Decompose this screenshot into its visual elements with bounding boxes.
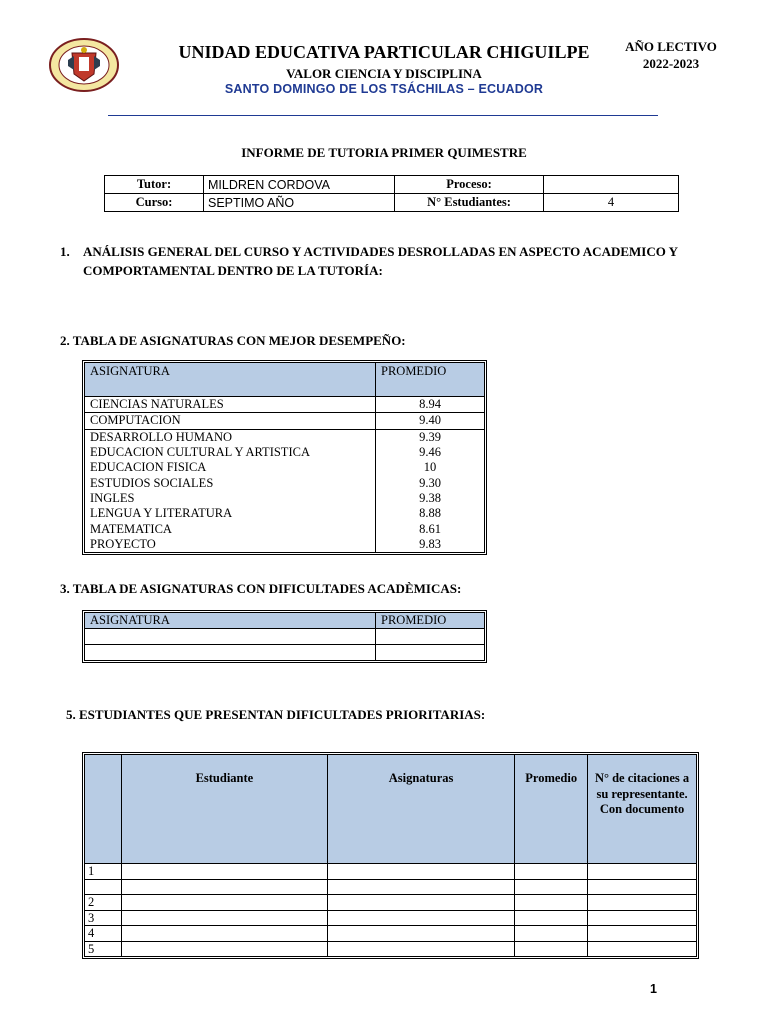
table-row <box>85 521 485 536</box>
citations-cell <box>588 910 697 926</box>
average-cell: 9.83 <box>376 537 485 553</box>
citations-cell <box>588 864 697 880</box>
section-1-number: 1. <box>60 244 70 259</box>
col-number-header <box>85 755 122 864</box>
row-number <box>85 879 122 895</box>
col-subject-header: ASIGNATURA <box>85 613 376 629</box>
student-cell <box>121 926 327 942</box>
row-number: 5 <box>85 941 122 957</box>
table-row <box>85 941 697 957</box>
table-row <box>85 460 485 475</box>
average-cell: 8.88 <box>376 506 485 521</box>
tutor-value: MILDREN CORDOVA <box>204 176 395 194</box>
school-logo <box>48 38 120 92</box>
subject-cell: INGLES <box>85 491 376 506</box>
section-5-heading: 5. ESTUDIANTES QUE PRESENTAN DIFICULTADES PRIORITARIAS: <box>66 707 486 722</box>
citations-cell <box>588 941 697 957</box>
school-location: SANTO DOMINGO DE LOS TSÁCHILAS – ECUADOR <box>224 82 544 96</box>
average-cell: 10 <box>376 460 485 475</box>
subject-cell: CIENCIAS NATURALES <box>85 397 376 413</box>
year-label: AÑO LECTIVO <box>625 39 717 54</box>
subject-cell <box>85 629 376 645</box>
col-average-header: Promedio <box>515 755 588 864</box>
student-cell <box>121 941 327 957</box>
subject-cell: MATEMATICA <box>85 521 376 536</box>
table-header-row <box>85 613 485 629</box>
subjects-cell <box>327 864 514 880</box>
average-cell: 8.94 <box>376 397 485 413</box>
subjects-cell <box>327 910 514 926</box>
average-cell <box>515 941 588 957</box>
section-3-heading: 3. TABLA DE ASIGNATURAS CON DIFICULTADES ACADÈMICAS: <box>60 581 462 596</box>
average-cell <box>376 645 485 661</box>
info-row <box>105 176 679 194</box>
average-cell <box>515 879 588 895</box>
col-average-header: PROMEDIO <box>376 363 485 397</box>
average-cell: 9.46 <box>376 445 485 460</box>
average-cell: 9.38 <box>376 491 485 506</box>
table-row <box>85 879 697 895</box>
school-name: UNIDAD EDUCATIVA PARTICULAR CHIGUILPE <box>178 42 590 62</box>
estudiantes-label: N° Estudiantes: <box>395 194 544 212</box>
subjects-cell <box>327 895 514 911</box>
subject-cell <box>85 645 376 661</box>
table-row <box>85 645 485 661</box>
student-cell <box>121 879 327 895</box>
subject-cell: EDUCACION FISICA <box>85 460 376 475</box>
table-row <box>85 506 485 521</box>
row-number: 3 <box>85 910 122 926</box>
school-motto: VALOR CIENCIA Y DISCIPLINA <box>286 66 482 81</box>
student-cell <box>121 895 327 911</box>
average-cell <box>515 926 588 942</box>
table-row <box>85 926 697 942</box>
row-number: 2 <box>85 895 122 911</box>
table-row <box>85 475 485 490</box>
table-row <box>85 629 485 645</box>
table-row <box>85 910 697 926</box>
report-title: INFORME DE TUTORIA PRIMER QUIMESTRE <box>241 145 527 160</box>
average-cell <box>376 629 485 645</box>
student-cell <box>121 910 327 926</box>
header-divider <box>108 115 658 116</box>
subject-cell: DESARROLLO HUMANO <box>85 429 376 445</box>
page-number: 1 <box>650 982 657 996</box>
subject-cell: COMPUTACION <box>85 413 376 429</box>
table-row <box>85 413 485 429</box>
row-number: 1 <box>85 864 122 880</box>
citations-cell <box>588 895 697 911</box>
tutor-label: Tutor: <box>105 176 204 194</box>
subjects-cell <box>327 926 514 942</box>
table-row <box>85 397 485 413</box>
students-table <box>84 754 697 957</box>
section-1-text: ANÁLISIS GENERAL DEL CURSO Y ACTIVIDADES DESROLLADAS EN ASPECTO ACADEMICO Y COMPORTAMENTAL DENTRO DE LA TUTORÍA: <box>83 244 678 278</box>
average-cell <box>515 864 588 880</box>
table-row <box>85 445 485 460</box>
student-cell <box>121 864 327 880</box>
proceso-label: Proceso: <box>395 176 544 194</box>
subject-cell: ESTUDIOS SOCIALES <box>85 475 376 490</box>
subject-cell: EDUCACION CULTURAL Y ARTISTICA <box>85 445 376 460</box>
col-student-header: Estudiante <box>121 755 327 864</box>
curso-value: SEPTIMO AÑO <box>204 194 395 212</box>
col-subjects-header: Asignaturas <box>327 755 514 864</box>
average-cell: 9.39 <box>376 429 485 445</box>
average-cell: 9.30 <box>376 475 485 490</box>
table-header-row <box>85 363 485 397</box>
average-cell: 8.61 <box>376 521 485 536</box>
curso-label: Curso: <box>105 194 204 212</box>
info-row <box>105 194 679 212</box>
best-subjects-table <box>84 362 485 553</box>
info-table <box>104 175 679 212</box>
section-2-heading: 2. TABLA DE ASIGNATURAS CON MEJOR DESEMPEÑO: <box>60 333 406 348</box>
col-average-header: PROMEDIO <box>376 613 485 629</box>
table-row <box>85 429 485 445</box>
citations-cell <box>588 879 697 895</box>
subjects-cell <box>327 941 514 957</box>
estudiantes-value: 4 <box>544 194 679 212</box>
citations-cell <box>588 926 697 942</box>
difficult-subjects-table <box>84 612 485 661</box>
subject-cell: LENGUA Y LITERATURA <box>85 506 376 521</box>
average-cell <box>515 895 588 911</box>
section-1-heading <box>60 242 700 280</box>
subjects-cell <box>327 879 514 895</box>
col-citations-header: N° de citaciones a su representante. Con documento <box>588 755 697 864</box>
proceso-value <box>544 176 679 194</box>
table-header-row <box>85 755 697 864</box>
table-row <box>85 895 697 911</box>
year-value: 2022-2023 <box>642 56 700 71</box>
row-number: 4 <box>85 926 122 942</box>
average-cell <box>515 910 588 926</box>
table-row <box>85 537 485 553</box>
school-year <box>616 38 726 72</box>
table-row <box>85 864 697 880</box>
col-subject-header: ASIGNATURA <box>85 363 376 397</box>
average-cell: 9.40 <box>376 413 485 429</box>
table-row <box>85 491 485 506</box>
subject-cell: PROYECTO <box>85 537 376 553</box>
